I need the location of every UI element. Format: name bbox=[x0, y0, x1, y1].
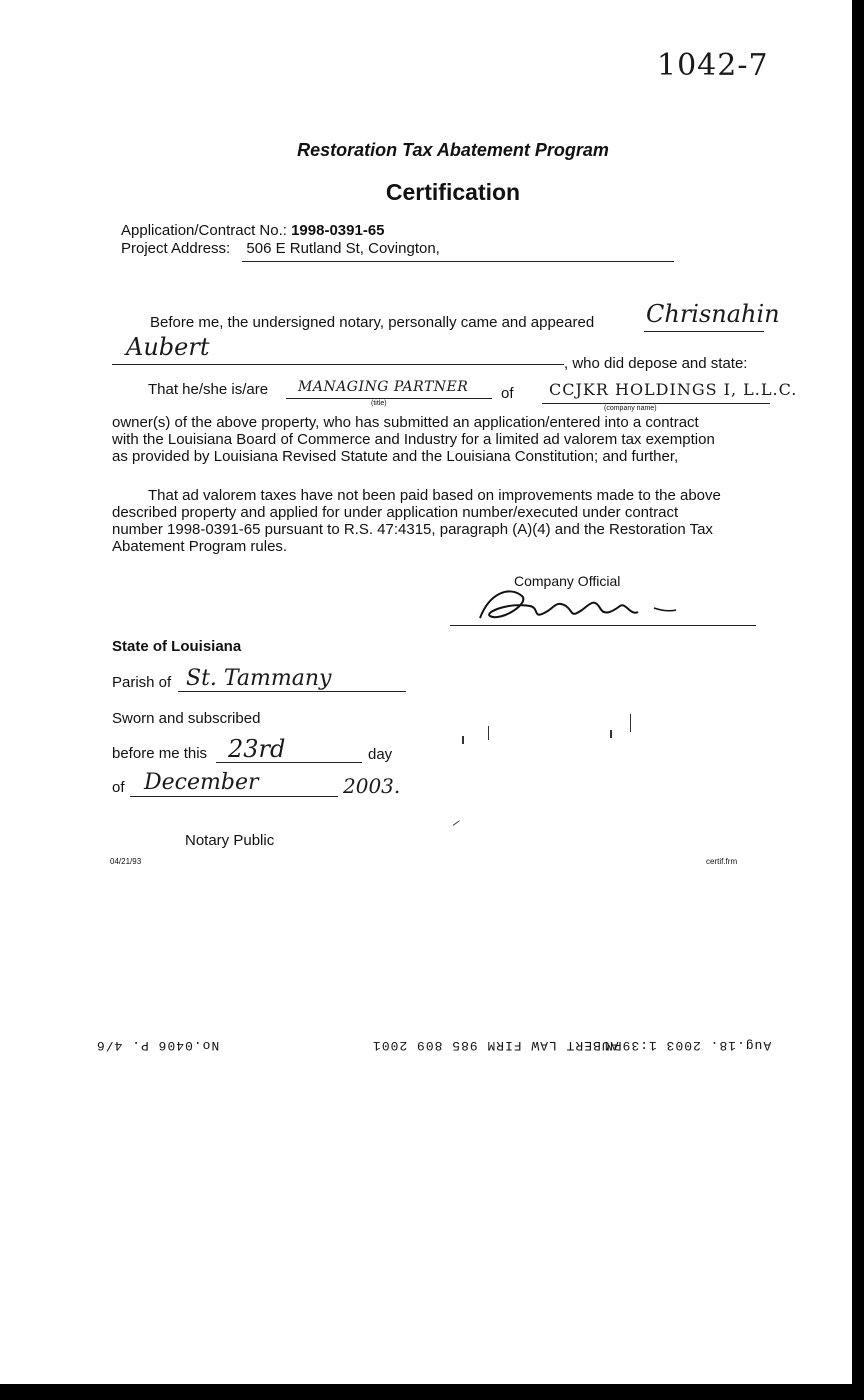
signature-underline bbox=[450, 625, 756, 626]
fax-page-info: No.0406 P. 4/6 bbox=[96, 1038, 220, 1053]
application-number: 1998-0391-65 bbox=[291, 222, 385, 239]
state-label: State of Louisiana bbox=[112, 638, 242, 655]
company-caption: (company name) bbox=[604, 405, 657, 412]
parish-value: St. Tammany bbox=[186, 666, 332, 691]
form-date: 04/21/93 bbox=[110, 857, 142, 866]
form-file: certif.frm bbox=[706, 857, 738, 866]
role-title-underline bbox=[286, 398, 492, 399]
tax-line: Abatement Program rules. bbox=[112, 538, 288, 555]
tax-line: number 1998-0391-65 pursuant to R.S. 47:4315, paragraph (A)(4) and the Restoration Tax bbox=[112, 521, 713, 538]
role-prefix: That he/she is/are bbox=[148, 381, 269, 398]
fax-timestamp: Aug.18. 2003 1:39PM bbox=[604, 1038, 772, 1053]
tax-line: described property and applied for under application number/executed under contract bbox=[112, 504, 679, 521]
day-label: day bbox=[368, 746, 393, 763]
before-label: before me this bbox=[112, 745, 208, 762]
address-label: Project Address: bbox=[121, 240, 231, 257]
fax-sender: AUBERT LAW FIRM 985 809 2001 bbox=[372, 1038, 619, 1053]
company-value: CCJKR HOLDINGS I, L.L.C. bbox=[549, 380, 798, 399]
program-title: Restoration Tax Abatement Program bbox=[297, 140, 609, 160]
scan-speck bbox=[462, 736, 464, 744]
company-official-label: Company Official bbox=[514, 573, 621, 589]
role-title-value: MANAGING PARTNER bbox=[298, 379, 469, 395]
tax-paragraph bbox=[112, 487, 760, 555]
signature-image bbox=[470, 582, 690, 626]
corner-note: 1042-7 bbox=[657, 48, 769, 83]
parish-label: Parish of bbox=[112, 674, 172, 691]
appeared-name-line1: Chrisnahin bbox=[646, 300, 780, 328]
of-label: of bbox=[112, 779, 125, 796]
address-underline bbox=[242, 261, 674, 262]
role-of: of bbox=[501, 385, 514, 402]
ownership-paragraph bbox=[112, 414, 760, 465]
year-value: 2003. bbox=[343, 774, 401, 798]
company-underline bbox=[542, 403, 770, 404]
role-title-caption: (title) bbox=[371, 400, 387, 407]
scan-speck bbox=[610, 730, 612, 738]
scan-speck bbox=[488, 726, 489, 740]
day-value: 23rd bbox=[228, 735, 286, 763]
appeared-name-line2: Aubert bbox=[126, 333, 210, 361]
depose-text: , who did depose and state: bbox=[564, 355, 748, 372]
appearance-text: Before me, the undersigned notary, personally came and appeared bbox=[150, 314, 595, 331]
day-underline bbox=[216, 762, 362, 763]
page-title: Certification bbox=[385, 179, 521, 205]
ownership-line: with the Louisiana Board of Commerce and Industry for a limited ad valorem tax exemption bbox=[112, 431, 715, 448]
application-line bbox=[121, 222, 385, 239]
appeared-name-underline-2 bbox=[112, 364, 564, 365]
ownership-line: owner(s) of the above property, who has submitted an application/entered into a contract bbox=[112, 414, 699, 431]
address-value: 506 E Rutland St, Covington, bbox=[246, 240, 440, 257]
address-line bbox=[121, 240, 440, 257]
ownership-line: as provided by Louisiana Revised Statute and the Louisiana Constitution; and further, bbox=[112, 448, 679, 465]
scan-speck bbox=[630, 714, 631, 732]
sworn-text: Sworn and subscribed bbox=[112, 710, 261, 727]
tax-line: That ad valorem taxes have not been paid based on improvements made to the above bbox=[148, 487, 721, 504]
appeared-name-underline-1 bbox=[644, 331, 764, 332]
scan-speck bbox=[453, 820, 464, 830]
parish-underline bbox=[178, 691, 406, 692]
notary-public-label: Notary Public bbox=[185, 832, 275, 849]
month-value: December bbox=[144, 770, 259, 795]
month-underline bbox=[130, 796, 338, 797]
application-label: Application/Contract No.: bbox=[121, 222, 287, 239]
